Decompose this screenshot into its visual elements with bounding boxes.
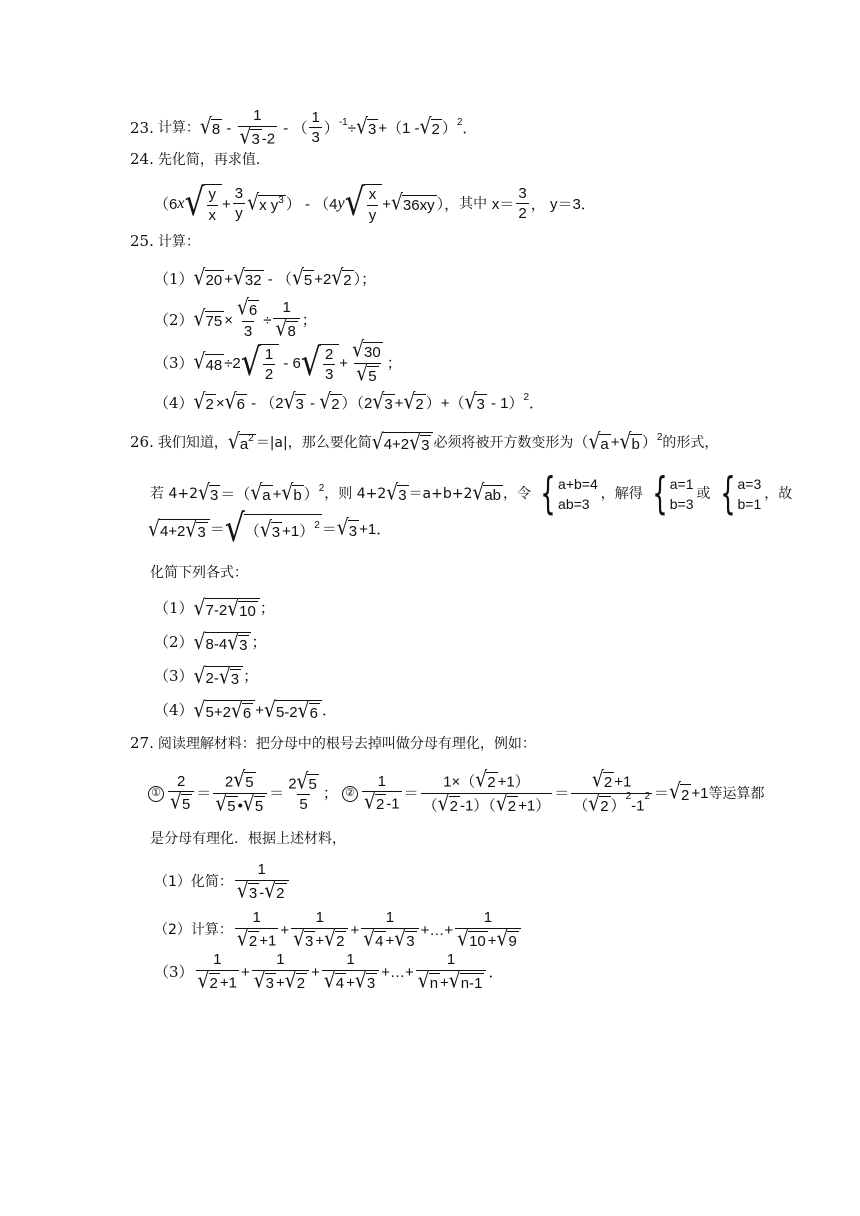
question-number: 23. bbox=[130, 118, 154, 137]
question-27: 27. 阅读理解材料：把分母中的根号去掉叫做分母有理化，例如： bbox=[130, 734, 536, 752]
y-equals: y＝3． bbox=[549, 195, 596, 213]
question-23 bbox=[130, 108, 477, 148]
question-label: 计算： bbox=[157, 120, 200, 136]
q26-line-3: √ 4+2 √ 3 ＝ √ （ √ 3 +1） $^2$ ＝ √ 3 +1． bbox=[148, 507, 392, 551]
question-number: 25. bbox=[130, 232, 154, 250]
equation-system-1: { a+b=4 ab=3 bbox=[540, 468, 598, 519]
x-equals: x＝ bbox=[491, 195, 515, 213]
question-25 bbox=[130, 234, 200, 249]
question-number: 26. bbox=[130, 433, 154, 452]
q26-instruction: 化简下列各式： bbox=[150, 565, 248, 581]
equation-system-2: { a=1 b=3 bbox=[652, 468, 694, 519]
q26-part-1: （1） √ 7-2 √ 10 ； bbox=[154, 595, 275, 622]
q25-part-4: （4） √ 2 × √ 6 - （2 √ 3 - √ 2 ）（2 √ 3 + √ 2 ）+（ √ 3 - 1） $^2$ ． bbox=[154, 390, 545, 415]
question-label: 先化简，再求值． bbox=[157, 151, 270, 168]
question-number: 27. bbox=[130, 734, 154, 752]
question-label: 计算： bbox=[157, 233, 200, 250]
q26-part-4: （4） √ 5+2 √ 6 + √ 5-2 √ 6 ． bbox=[154, 697, 337, 724]
question-number: 24. bbox=[130, 150, 154, 168]
q26-part-3: （3） √ 2- √ 3 ； bbox=[154, 663, 259, 690]
equation-system-3: { a=3 b=1 bbox=[719, 468, 762, 519]
formula-23: √ 8 - 1 √ 3 -2 - （ $\frac{1}{3}$ ） $^{-1}$ ÷ √ 3 +（1 - √ 2 ） $^2$ ． bbox=[199, 107, 478, 150]
q27-line-2: 是分母有理化．根据上述材料， bbox=[150, 831, 346, 847]
q25-part-1: （1） √ 20 + √ 32 - （ √ 5 +2 √ 2 ）； bbox=[154, 266, 377, 291]
question-24 bbox=[130, 152, 270, 167]
question-26: 26. 我们知道， √ a $^2$ ＝|a|，那么要化简 √ 4+2 √ 3 必须将被开方数变形为 （ √ a + √ b ） $^2$ 的形式， bbox=[130, 429, 719, 456]
formula-24: （6 x √ $\frac{y}{x}$ + $\frac{3}{y}$ √ x y $^3$ ） - （4 y √ $\frac{x}{y}$ + √ 36xy ）， 其中 x＝ $\frac{3}{2}$ ， y＝3． bbox=[154, 181, 596, 225]
q25-part-2: （2） √ 75 × √ 6 3 ÷ 1 √ 8 ； bbox=[154, 296, 317, 342]
q26-part-2: （2） √ 8-4 √ 3 ； bbox=[154, 629, 267, 656]
q27-part-3: （3） 1 √ 2 +1 + 1 √ 3 + √ 2 + 1 √ 4 + √ 3 +…+ 1 √ n + √ n-1 ． bbox=[154, 951, 504, 994]
q26-line-2: 若 4+2 √ 3 ＝（ √ a + √ b ） $^2$ ，则 4+2 √ 3 ＝a+b+2 √ ab ，令 { a+b=4 ab=3 ，解得 { a=1 b=3 或 { a=3 b=1 ，故 bbox=[150, 468, 793, 519]
q27-part-1: （1）化简： 1 √ 3 - √ 2 bbox=[154, 862, 291, 902]
where-text: 其中 bbox=[459, 196, 488, 212]
q27-part-2: （2）计算： 1 √ 2 +1 + 1 √ 3 + √ 2 + 1 √ 4 + √ 3 +…+ 1 √ 10 + √ 9 bbox=[154, 910, 523, 950]
q25-part-3: （3） √ 48 ÷2 √ $\frac{1}{2}$ - 6 √ $\frac{2}{3}$ + √ 30 √ 5 ； bbox=[154, 338, 402, 387]
q27-examples: ① 2 √ 5 ＝ 2 √ 5 √ 5 • √ 5 ＝ 2 √ 5 5 ； ② 1 √ 2 -1 ＝ 1×（ √ 2 +1） （ √ 2 -1）（ √ 2 +1） ＝ √ 2 +1 （ √ 2 ）$^2-1^2$ ＝ √ 2 +1 等运算都 bbox=[148, 772, 764, 815]
